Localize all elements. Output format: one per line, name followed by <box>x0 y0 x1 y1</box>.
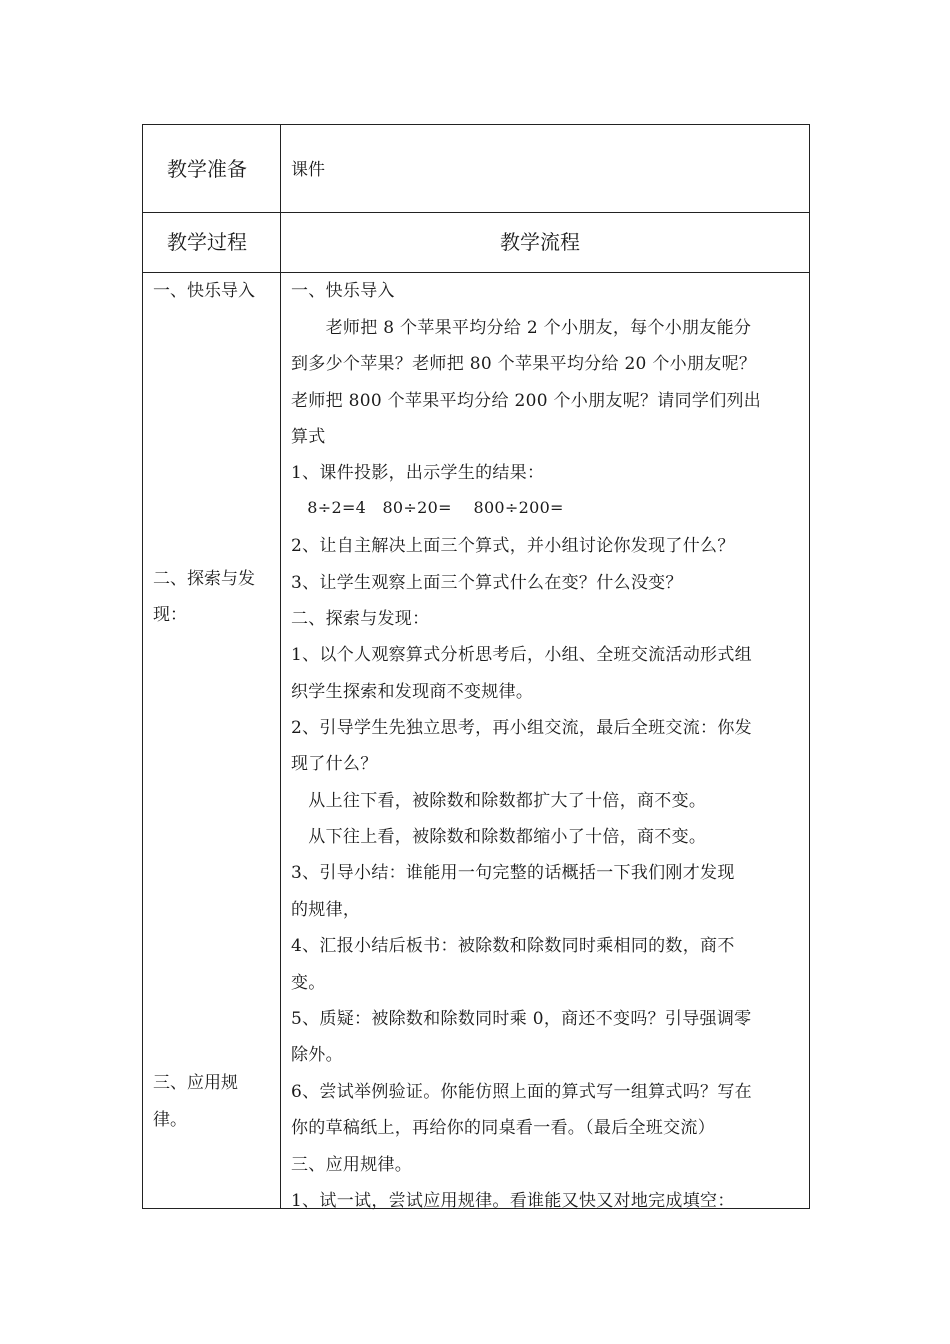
content-line: 老师把 8 个苹果平均分给 2 个小朋友，每个小朋友能分 <box>291 318 752 338</box>
content-line: 织学生探索和发现商不变规律。 <box>291 682 534 702</box>
content-line: 从下往上看，被除数和除数都缩小了十倍，商不变。 <box>291 827 707 847</box>
section-label-explore: 二、探索与发 <box>153 569 255 589</box>
process-label: 教学过程 <box>167 230 247 254</box>
prep-value: 课件 <box>291 160 325 180</box>
section-label-apply: 三、应用规 <box>153 1073 238 1093</box>
content-line: 一、快乐导入 <box>291 281 395 301</box>
content-line: 3、让学生观察上面三个算式什么在变？什么没变？ <box>291 573 683 593</box>
content-line: 到多少个苹果？老师把 80 个苹果平均分给 20 个小朋友呢？ <box>291 354 757 374</box>
content-line: 二、探索与发现： <box>291 609 430 629</box>
content-line: 你的草稿纸上，再给你的同桌看一看。（最后全班交流） <box>291 1118 715 1138</box>
lesson-plan-table <box>142 124 810 1209</box>
content-line: 的规律， <box>291 900 361 920</box>
section-label-intro: 一、快乐导入 <box>153 281 255 301</box>
content-line: 变。 <box>291 973 326 993</box>
column-divider <box>280 125 281 1208</box>
content-line: 现了什么？ <box>291 754 378 774</box>
flow-label: 教学流程 <box>500 230 580 254</box>
content-line: 除外。 <box>291 1045 343 1065</box>
section-label-explore-cont: 现： <box>153 605 187 625</box>
content-line: 2、让自主解决上面三个算式，并小组讨论你发现了什么？ <box>291 536 735 556</box>
section-label-apply-cont: 律。 <box>153 1110 187 1130</box>
content-line: 老师把 800 个苹果平均分给 200 个小朋友呢？请同学们列出 <box>291 391 762 411</box>
content-line: 2、引导学生先独立思考，再小组交流，最后全班交流：你发 <box>291 718 752 738</box>
content-line: 3、引导小结：谁能用一句完整的话概括一下我们刚才发现 <box>291 863 735 883</box>
content-line: 4、汇报小结后板书：被除数和除数同时乘相同的数，商不 <box>291 936 735 956</box>
prep-label: 教学准备 <box>167 157 247 181</box>
content-line: 1、试一试，尝试应用规律。看谁能又快又对地完成填空： <box>291 1191 735 1211</box>
content-line: 三、应用规律。 <box>291 1155 413 1175</box>
content-line: 1、以个人观察算式分析思考后，小组、全班交流活动形式组 <box>291 645 752 665</box>
content-line: 6、尝试举例验证。你能仿照上面的算式写一组算式吗？写在 <box>291 1082 752 1102</box>
content-line: 8÷2=4 80÷20= 800÷200= <box>291 498 564 517</box>
content-line: 1、课件投影，出示学生的结果： <box>291 463 545 483</box>
content-line: 5、质疑：被除数和除数同时乘 0，商还不变吗？引导强调零 <box>291 1009 752 1029</box>
row-divider-1 <box>143 212 809 213</box>
row-divider-2 <box>143 272 809 273</box>
content-line: 算式 <box>291 427 326 447</box>
content-line: 从上往下看，被除数和除数都扩大了十倍，商不变。 <box>291 791 707 811</box>
